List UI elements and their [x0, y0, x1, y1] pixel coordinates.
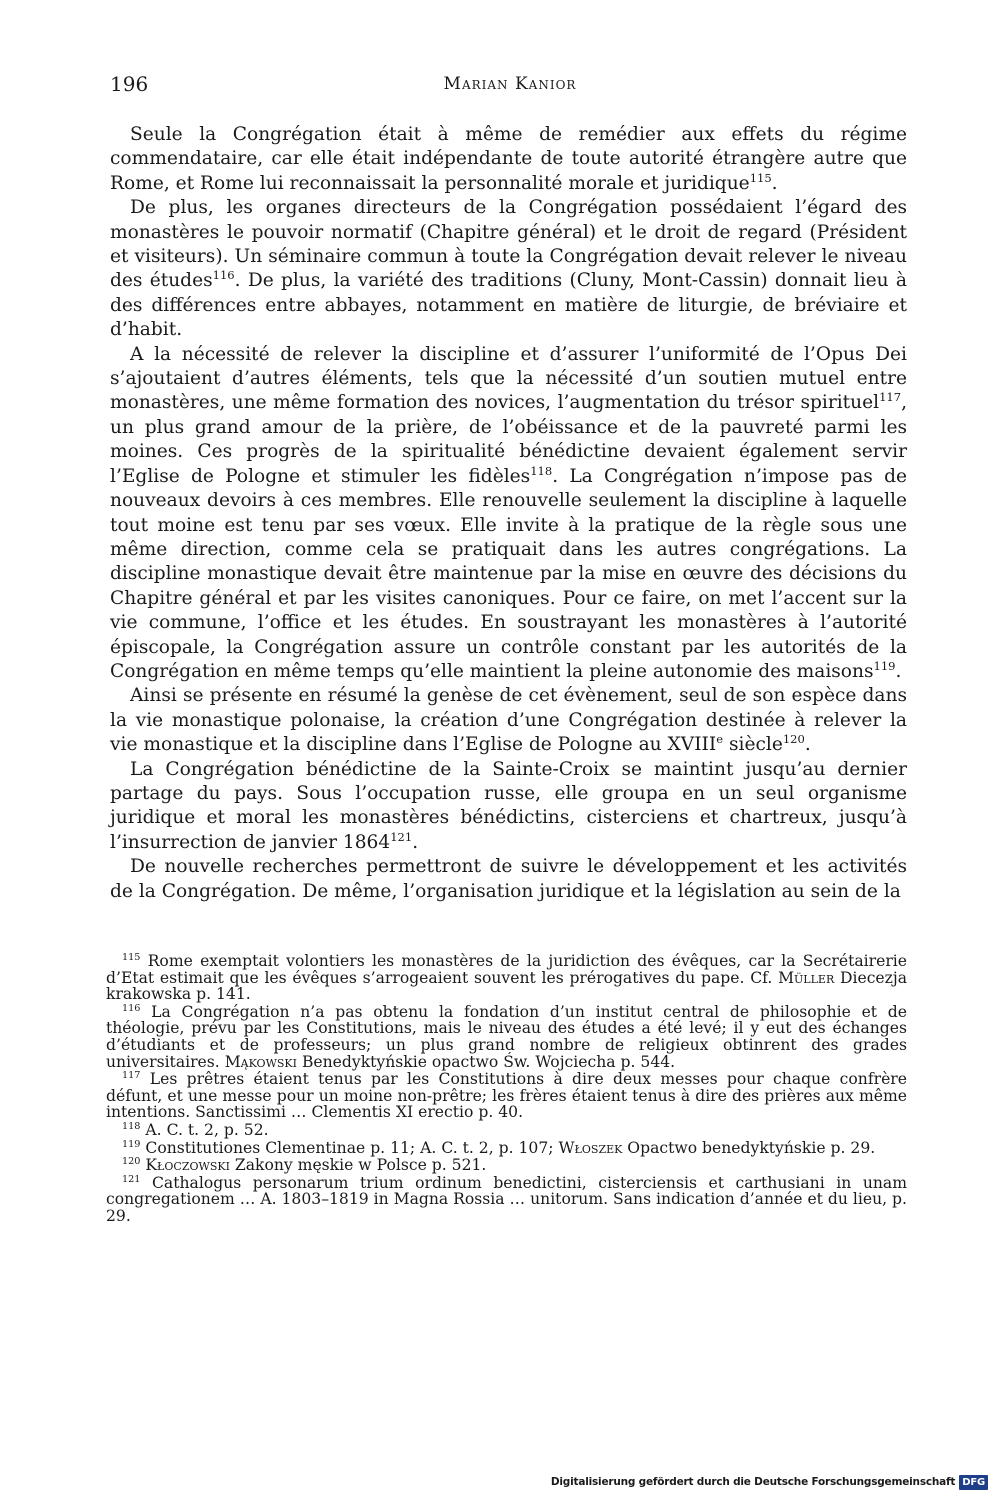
- paragraph: [110, 343, 907, 685]
- funding-text: Digitalisierung gefördert durch die Deutsche Forschungsgemeinschaft: [550, 1476, 956, 1488]
- footnote-number: 116: [122, 1002, 141, 1014]
- text-run: siècle: [723, 734, 783, 756]
- text-run: . La Congrégation n’impose pas de nouveaux devoirs à ces membres. Elle renouvelle seulement la discipline à laquelle tout moine est tenu par ses vœux. Elle invite à la pratique de la règle sous une même direction, comme cela se pratiquait dans les autres congrégations. La discipline monastique devait être maintenue par la mise en œuvre des décisions du Chapitre général et par les visites canoniques. Pour ce faire, on met l’accent sur la vie commune, l’office et les études. En soustrayant les monastères à l’autorité épiscopale, la Congrégation assure un contrôle constant par les autorités de la Congrégation en même temps qu’elle maintient la pleine autonomie des maisons: [110, 465, 907, 682]
- text-run: .: [804, 734, 811, 756]
- author-name: Kłoczowski: [145, 1156, 230, 1175]
- footnote-reference: 121: [390, 829, 413, 844]
- footnote-number: 117: [122, 1069, 141, 1081]
- footnote-number: 115: [122, 951, 141, 963]
- author-name: Mąkowski: [224, 1052, 297, 1071]
- text-run: .: [895, 660, 902, 682]
- body-text: [110, 123, 907, 904]
- footnote-number: 121: [122, 1173, 141, 1185]
- footnote: [106, 1157, 907, 1174]
- footnote-reference: 118: [530, 463, 553, 478]
- author-name: Müller: [778, 968, 835, 987]
- paragraph: [110, 123, 907, 196]
- text-run: La Congrégation bénédictine de la Sainte-Croix se maintint jusqu’au dernier partage du pays. Sous l’occupation russe, elle groupa en un seul organisme juridique et moral les monastères bénédictins, cisterciens et chartreux, jusqu’à l’insurrection de janvier 1864: [110, 758, 907, 853]
- footnote-reference: e: [716, 731, 724, 746]
- text-run: De nouvelle recherches permettront de suivre le développement et les activités de la Congrégation. De même, l’organisation juridique et la législation au sein de la: [110, 856, 907, 902]
- funding-banner: [551, 1473, 988, 1491]
- text-run: Cathalogus personarum trium ordinum benedictini, cisterciensis et carthusiani in unam congregationem … A. 1803–1819 in Magna Rossia … unitorum. Sans indication d’année et du lieu, p. 29.: [106, 1173, 907, 1225]
- footnote-reference: 116: [212, 268, 235, 283]
- text-run: Ainsi se présente en résumé la genèse de cet évènement, seul de son espèce dans la vie monastique polonaise, la création d’une Congrégation destinée à relever la vie monastique et la discipline dans l’Eglise de Pologne au XVIII: [110, 685, 907, 756]
- author-name: Włoszek: [558, 1138, 623, 1157]
- paragraph: [110, 684, 907, 757]
- footnote-reference: 119: [873, 658, 896, 673]
- footnote-number: 118: [122, 1120, 141, 1132]
- text-run: A. C. t. 2, p. 52.: [145, 1120, 269, 1139]
- footnotes: [106, 953, 907, 1226]
- text-run: Diecezja krakowska p. 141.: [106, 968, 907, 1004]
- footnote-reference: 115: [749, 170, 772, 185]
- text-run: Seule la Congrégation était à même de remédier aux effets du régime commendataire, car elle était indépendante de toute autorité étrangère autre que Rome, et Rome lui reconnaissait la personnalité morale et juridique: [110, 124, 907, 194]
- footnote-reference: 120: [782, 731, 805, 746]
- text-run: De plus, les organes directeurs de la Congrégation possédaient l’égard des monastères le pouvoir normatif (Chapitre général) et le droit de regard (Président et visiteurs). Un séminaire commun à toute la Congrégation devait relever le niveau des études: [110, 197, 907, 292]
- footnote: [106, 1122, 907, 1139]
- paragraph: [110, 855, 907, 904]
- footnote: [106, 1004, 907, 1070]
- footnote: [106, 1175, 907, 1225]
- text-run: Benedyktyńskie opactwo Św. Wojciecha p. 544.: [296, 1052, 676, 1071]
- footnote: [106, 953, 907, 1003]
- text-run: .: [771, 172, 778, 194]
- footnote: [106, 1140, 907, 1157]
- page-number: 196: [110, 72, 149, 96]
- text-run: . De plus, la variété des traditions (Cluny, Mont-Cassin) donnait lieu à des différences entre abbayes, notamment en matière de liturgie, de bréviaire et d’habit.: [110, 270, 907, 341]
- footnote: [106, 1071, 907, 1121]
- text-run: Zakony męskie w Polsce p. 521.: [229, 1156, 487, 1175]
- text-run: A la nécessité de relever la discipline et d’assurer l’uniformité de l’Opus Dei s’ajoutaient d’autres éléments, tels que la nécessité d’un soutien mutuel entre monastères, une même formation des novices, l’augmentation du trésor spirituel: [110, 343, 907, 414]
- dfg-logo-icon: DFG: [959, 1475, 988, 1490]
- running-head: Marian Kanior: [443, 74, 577, 94]
- text-run: Les prêtres étaient tenus par les Constitutions à dire deux messes pour chaque confrère défunt, et une messe pour un moine non-prêtre; les frères étaient tenus à dire des prières aux même intentions. Sanctissimi … Clementis XI erectio p. 40.: [106, 1070, 907, 1122]
- text-run: Opactwo benedyktyńskie p. 29.: [622, 1138, 876, 1157]
- text-run: .: [412, 831, 419, 853]
- page-header: [110, 72, 910, 102]
- text-run: La Congrégation n’a pas obtenu la fondation d’un institut central de philosophie et de théologie, prévu par les Constitutions, mais le niveau des études a été levé; il y eut des échanges d’étudiants et de professeurs; un plus grand nombre de religieux obtinrent des grades universitaires.: [106, 1002, 907, 1071]
- text-run: Constitutiones Clementinae p. 11; A. C. t. 2, p. 107;: [145, 1138, 559, 1157]
- text-run: , un plus grand amour de la prière, de l’obéissance et de la pauvreté parmi les moines. Ces progrès de la spiritualité bénédictine devaient également servir l’Eglise de Pologne et stimuler les fidèles: [110, 392, 907, 487]
- paragraph: [110, 758, 907, 856]
- text-run: Rome exemptait volontiers les monastères de la juridiction des évêques, car la Secrétairerie d’Etat estimait que les évêques s’arrogeaient souvent les prérogatives du pape. Cf.: [106, 952, 907, 987]
- footnote-reference: 117: [879, 390, 902, 405]
- paragraph: [110, 196, 907, 342]
- footnote-number: 120: [122, 1155, 141, 1167]
- footnote-number: 119: [122, 1138, 141, 1150]
